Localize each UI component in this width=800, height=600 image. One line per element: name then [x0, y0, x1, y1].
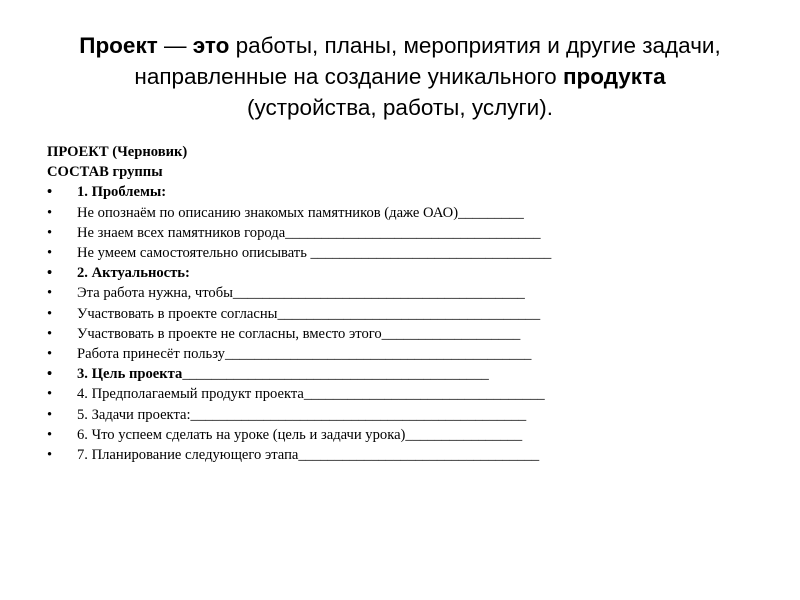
list-item: • 6. Что успеем сделать на уроке (цель и задачи урока)________________ [47, 425, 727, 445]
list-item: • Не опознаём по описанию знакомых памятников (даже ОАО)_________ [47, 203, 727, 223]
list-item: • Не умеем самостоятельно описывать _________________________________ [47, 243, 727, 263]
heading-line-2 [30, 61, 770, 92]
list-item: • Не знаем всех памятников города___________________________________ [47, 223, 727, 243]
heading-line-1 [30, 30, 770, 61]
list-item: • 1. Проблемы: [47, 182, 727, 202]
list-item: • 2. Актуальность: [47, 263, 727, 283]
heading-definition-1: работы, планы, мероприятия и другие задачи, [229, 33, 721, 58]
heading-line-3: (устройства, работы, услуги). [247, 95, 553, 120]
heading-term-product: продукта [562, 64, 666, 89]
heading-term-eto: это [192, 33, 230, 58]
list-item: • 7. Планирование следующего этапа_________________________________ [47, 445, 727, 465]
list-item: • 5. Задачи проекта:______________________________________________ [47, 405, 727, 425]
heading-dash: — [157, 33, 193, 58]
list-item: • Работа принесёт пользу__________________________________________ [47, 344, 727, 364]
heading-definition-2: направленные на создание уникального [134, 64, 563, 89]
heading-term-project: Проект [79, 33, 158, 58]
draft-label: ПРОЕКТ (Черновик) [47, 144, 188, 160]
worksheet-list [47, 182, 727, 465]
list-item: • 3. Цель проекта__________________________________________ [47, 364, 727, 384]
list-item: • 4. Предполагаемый продукт проекта_________________________________ [47, 384, 727, 404]
page-heading [30, 30, 770, 123]
group-label: СОСТАВ группы [47, 164, 163, 181]
list-item: • Эта работа нужна, чтобы________________________________________ [47, 283, 727, 303]
worksheet-body [47, 142, 727, 465]
list-item: • Участвовать в проекте не согласны, вместо этого___________________ [47, 324, 727, 344]
list-item: • Участвовать в проекте согласны____________________________________ [47, 304, 727, 324]
